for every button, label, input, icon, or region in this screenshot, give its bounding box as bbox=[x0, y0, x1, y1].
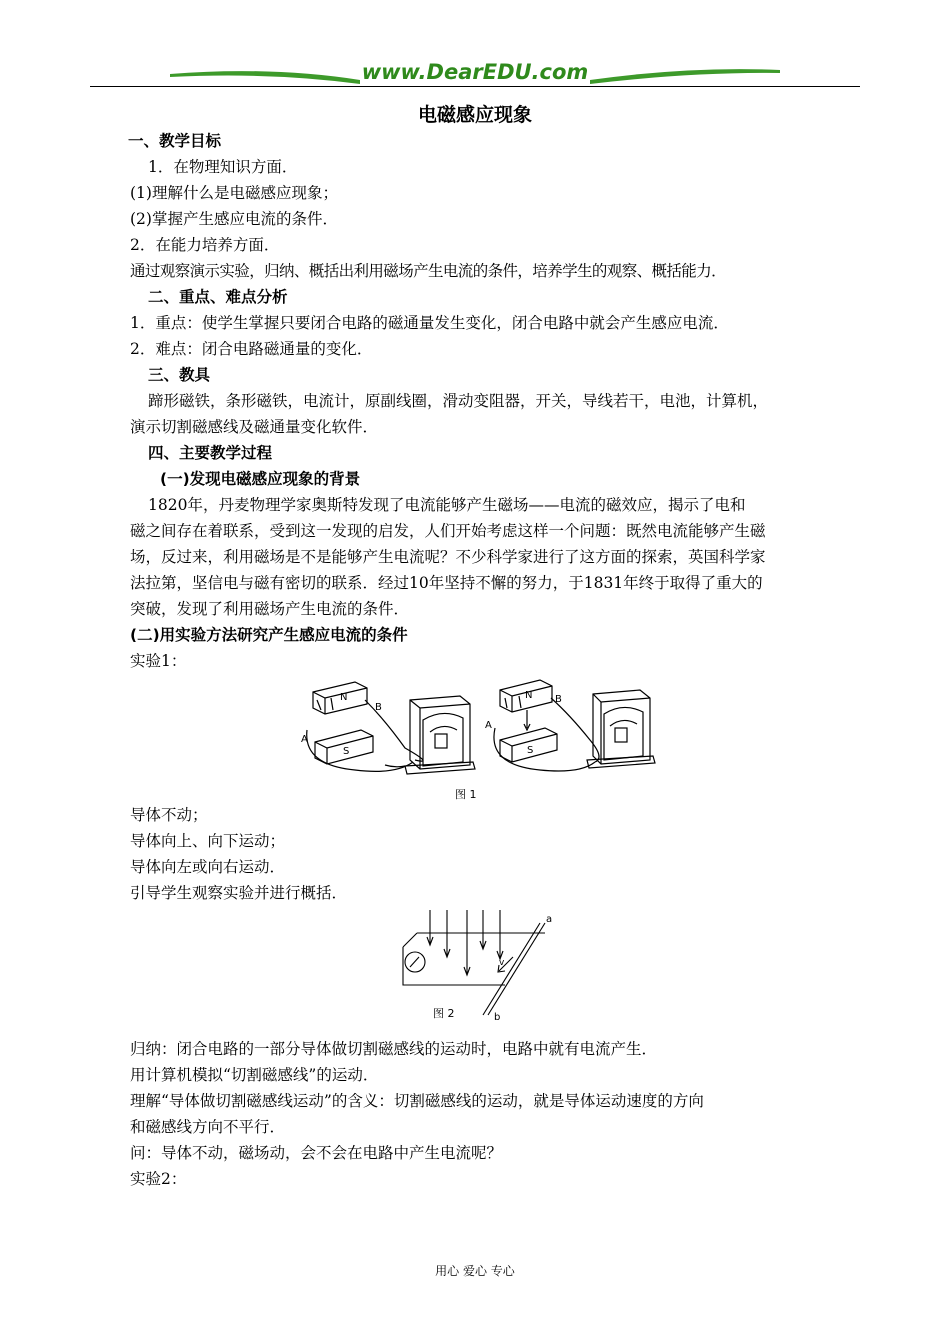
paragraph-line: 1．在物理知识方面． bbox=[148, 158, 298, 176]
section-heading-3: 三、教具 bbox=[148, 366, 211, 384]
fig1-label-a-right: A bbox=[485, 720, 492, 731]
paragraph-line: 法拉第，坚信电与磁有密切的联系．经过10年坚持不懈的努力，于1831年终于取得了重大的 bbox=[130, 574, 763, 592]
paragraph-line: 用计算机模拟“切割磁感线”的运动． bbox=[130, 1066, 379, 1084]
paragraph-line: 1820年，丹麦物理学家奥斯特发现了电流能够产生磁场——电流的磁效应，揭示了电和 bbox=[148, 496, 746, 514]
fig1-label-b: B bbox=[375, 702, 382, 713]
paragraph-line: 2．难点：闭合电路磁通量的变化． bbox=[130, 340, 373, 358]
paragraph-line: 理解“导体做切割磁感线运动”的含义：切割磁感线的运动，就是导体运动速度的方向 bbox=[130, 1092, 704, 1110]
paragraph-line: 导体向左或向右运动． bbox=[130, 858, 286, 876]
paragraph-line: 1．重点：使学生掌握只要闭合电路的磁通量发生变化，闭合电路中就会产生感应电流． bbox=[130, 314, 729, 332]
fig1-label-s-right: S bbox=[527, 745, 534, 756]
paragraph-line: 问：导体不动，磁场动，会不会在电路中产生电流呢？ bbox=[130, 1144, 503, 1162]
paragraph-line: 归纳：闭合电路的一部分导体做切割磁感线的运动时，电路中就有电流产生． bbox=[130, 1040, 658, 1058]
paragraph-line: 导体向上、向下运动； bbox=[130, 832, 286, 850]
fig1-label-s: S bbox=[343, 746, 350, 757]
paragraph-line: 演示切割磁感线及磁通量变化软件． bbox=[130, 418, 379, 436]
paragraph-line: 实验2： bbox=[130, 1170, 187, 1188]
fig1-label-b-right: B bbox=[555, 694, 562, 705]
paragraph-line: 通过观察演示实验，归纳、概括出利用磁场产生电流的条件，培养学生的观察、概括能力． bbox=[130, 262, 727, 280]
page-footer: 用心 爱心 专心 bbox=[435, 1264, 515, 1278]
logo-text: www.DearEDU.com bbox=[361, 60, 589, 84]
paragraph-line: 场，反过来，利用磁场是不是能够产生电流呢？不少科学家进行了这方面的探索，英国科学家 bbox=[130, 548, 766, 566]
figure-1-diagram bbox=[295, 670, 665, 805]
paragraph-line: 蹄形磁铁，条形磁铁，电流计，原副线圈，滑动变阻器，开关，导线若干，电池，计算机， bbox=[148, 392, 769, 410]
fig1-label-n: N bbox=[340, 692, 348, 703]
subsection-heading-1: (一)发现电磁感应现象的背景 bbox=[160, 470, 361, 488]
paragraph-line: 和磁感线方向不平行． bbox=[130, 1118, 286, 1136]
paragraph-line: 实验1： bbox=[130, 652, 187, 670]
subsection-heading-2: (二)用实验方法研究产生感应电流的条件 bbox=[130, 626, 408, 644]
fig2-label-a: a bbox=[546, 914, 553, 925]
fig2-label-b: b bbox=[494, 1012, 501, 1023]
fig1-label-a: A bbox=[301, 734, 308, 745]
fig2-caption: 图 2 bbox=[433, 1007, 455, 1020]
paragraph-line: 导体不动； bbox=[130, 806, 208, 824]
section-heading-2: 二、重点、难点分析 bbox=[148, 288, 288, 306]
paragraph-line: 突破，发现了利用磁场产生电流的条件． bbox=[130, 600, 410, 618]
section-heading-1: 一、教学目标 bbox=[128, 132, 222, 150]
paragraph-line: 磁之间存在着联系，受到这一发现的启发，人们开始考虑这样一个问题：既然电流能够产生磁 bbox=[130, 522, 766, 540]
paragraph-line: (2)掌握产生感应电流的条件． bbox=[130, 210, 338, 228]
figure-2-diagram bbox=[395, 905, 565, 1025]
header-rule bbox=[90, 86, 860, 87]
paragraph-line: 2．在能力培养方面． bbox=[130, 236, 280, 254]
paragraph-line: (1)理解什么是电磁感应现象； bbox=[130, 184, 338, 202]
page-title: 电磁感应现象 bbox=[417, 104, 532, 126]
fig1-caption: 图 1 bbox=[455, 788, 477, 801]
paragraph-line: 引导学生观察实验并进行概括． bbox=[130, 884, 348, 902]
section-heading-4: 四、主要教学过程 bbox=[148, 444, 273, 462]
fig2-label-v: v bbox=[499, 958, 505, 968]
fig1-label-n-right: N bbox=[525, 690, 533, 701]
